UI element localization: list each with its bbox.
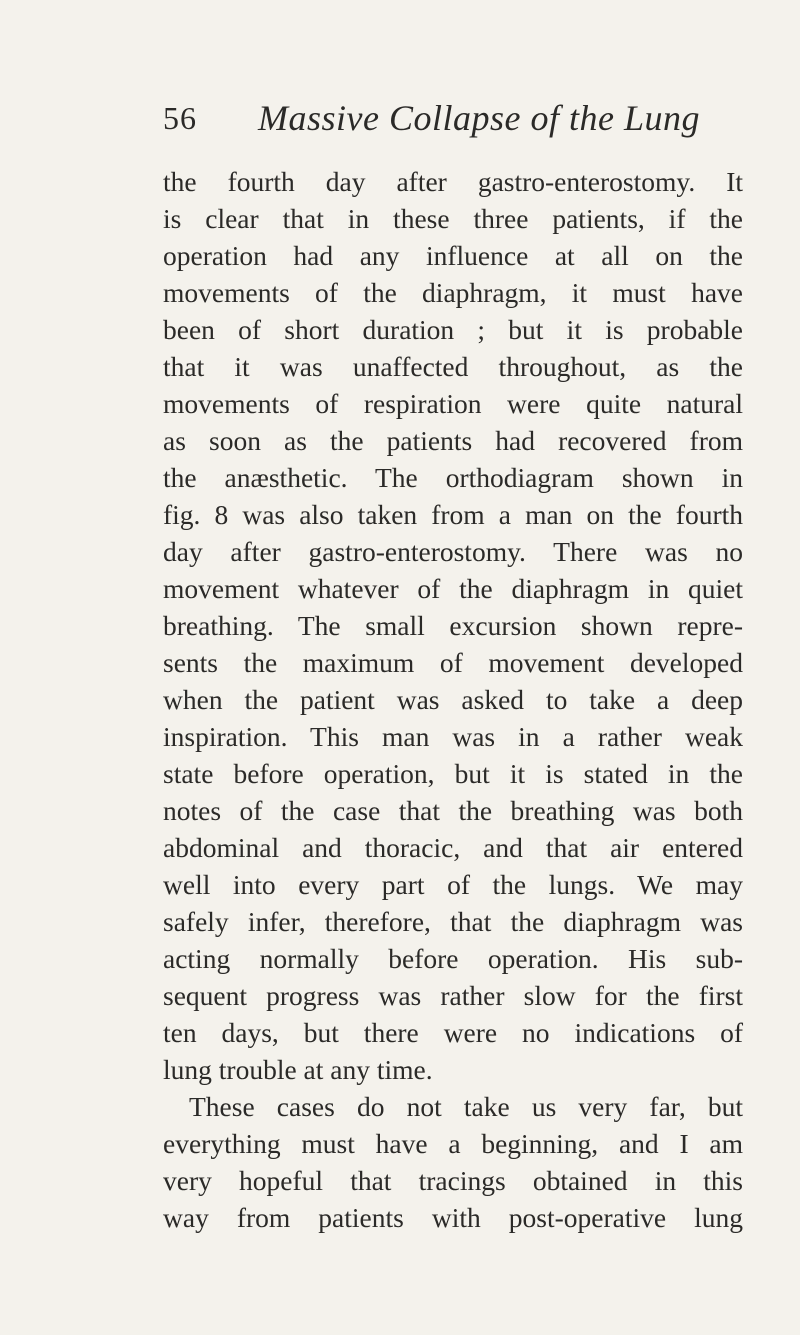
text-line: movements of respiration were quite natural xyxy=(163,388,743,419)
paragraph xyxy=(163,163,743,1088)
text-line: everything must have a beginning, and I am xyxy=(163,1128,743,1159)
text-line: the anæsthetic. The orthodiagram shown in xyxy=(163,462,743,493)
page-number: 56 xyxy=(163,100,197,136)
text-line: sequent progress was rather slow for the first xyxy=(163,980,743,1011)
text-line: ten days, but there were no indications of xyxy=(163,1017,743,1048)
text-line: as soon as the patients had recovered from xyxy=(163,425,743,456)
text-line: is clear that in these three patients, if the xyxy=(163,203,743,234)
text-line: operation had any influence at all on the xyxy=(163,240,743,271)
running-title: Massive Collapse of the Lung xyxy=(258,98,700,138)
text-line: very hopeful that tracings obtained in this xyxy=(163,1165,743,1196)
text-line: the fourth day after gastro-enterostomy. It xyxy=(163,166,743,197)
text-line: that it was unaffected throughout, as the xyxy=(163,351,743,382)
text-line: fig. 8 was also taken from a man on the fourth xyxy=(163,499,743,530)
text-line: These cases do not take us very far, but xyxy=(189,1091,743,1122)
text-line: way from patients with post-operative lung xyxy=(163,1202,743,1233)
text-line: lung trouble at any time. xyxy=(163,1054,433,1085)
body-text xyxy=(163,163,743,1236)
text-line: abdominal and thoracic, and that air entered xyxy=(163,832,743,863)
running-head xyxy=(163,96,723,156)
paragraph xyxy=(163,1088,743,1236)
text-line: state before operation, but it is stated in the xyxy=(163,758,743,789)
text-line: sents the maximum of movement developed xyxy=(163,647,743,678)
text-line: when the patient was asked to take a deep xyxy=(163,684,743,715)
text-line: movements of the diaphragm, it must have xyxy=(163,277,743,308)
text-line: inspiration. This man was in a rather weak xyxy=(163,721,743,752)
text-line: well into every part of the lungs. We may xyxy=(163,869,743,900)
text-line: movement whatever of the diaphragm in quiet xyxy=(163,573,743,604)
text-line: safely infer, therefore, that the diaphragm was xyxy=(163,906,743,937)
text-line: day after gastro-enterostomy. There was no xyxy=(163,536,743,567)
text-line: been of short duration ; but it is probable xyxy=(163,314,743,345)
text-line: acting normally before operation. His sub- xyxy=(163,943,743,974)
text-line: notes of the case that the breathing was both xyxy=(163,795,743,826)
text-line: breathing. The small excursion shown repre- xyxy=(163,610,743,641)
